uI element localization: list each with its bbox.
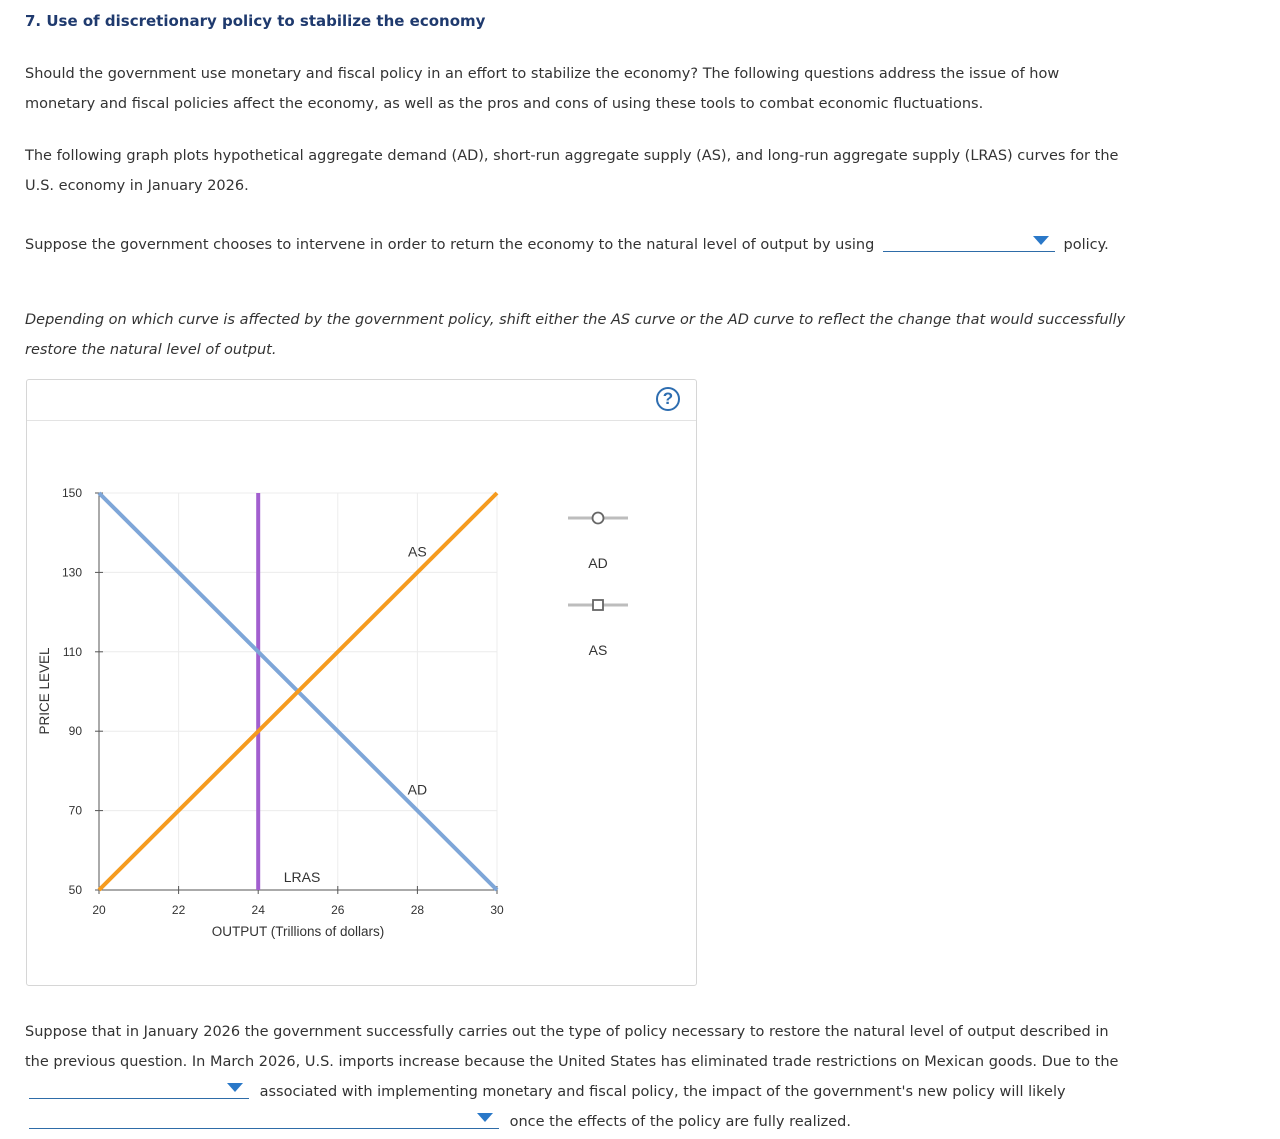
graph-intro-line-2: U.S. economy in January 2026. <box>25 178 249 194</box>
intro-line-1: Should the government use monetary and fiscal policy in an effort to stabilize the economy? The following questions address the issue of how <box>25 66 1060 82</box>
y-tick-label: 90 <box>68 724 82 739</box>
intro-line-2: monetary and fiscal policies affect the economy, as well as the pros and cons of using these tools to combat economic fluctuations. <box>25 96 984 112</box>
x-tick-label: 20 <box>92 903 106 917</box>
legend-as-label: AS <box>588 642 608 658</box>
curve-label-lras: LRAS <box>283 869 321 886</box>
chart-legend[interactable] <box>568 513 628 659</box>
question2-line-3: associated with implementing monetary and fiscal policy, the impact of the government's new policy will likely <box>259 1084 1066 1100</box>
x-tick-label: 24 <box>251 903 265 917</box>
x-axis-label: OUTPUT (Trillions of dollars) <box>211 924 385 939</box>
question1-text: Suppose the government chooses to intervene in order to return the economy to the natural level of output by using <box>25 237 875 253</box>
y-tick-label: 110 <box>62 644 82 659</box>
y-tick-label: 130 <box>61 565 82 580</box>
policy-lag-dropdown[interactable] <box>29 1080 249 1099</box>
question2-line-2: the previous question. In March 2026, U.S. imports increase because the United States has eliminated trade restrictions on Mexican goods. Due to the <box>25 1054 1119 1070</box>
x-tick-label: 22 <box>171 903 186 917</box>
dropdown-arrow-icon <box>477 1113 493 1122</box>
question2-paragraph <box>25 1017 1185 1137</box>
graph-intro-line-1: The following graph plots hypothetical aggregate demand (AD), short-run aggregate supply (AS), and long-run aggregate supply (LRAS) curves for the <box>25 148 1119 164</box>
question2-line-1: Suppose that in January 2026 the government successfully carries out the type of policy necessary to restore the natural level of output described in <box>25 1024 1109 1040</box>
y-tick-label: 150 <box>61 486 82 500</box>
x-tick-label: 28 <box>410 903 425 917</box>
chart-series[interactable] <box>99 493 497 890</box>
y-tick-label: 70 <box>68 803 82 818</box>
legend-ad-label: AD <box>588 555 608 571</box>
x-tick-label: 30 <box>490 903 504 917</box>
question-heading: 7. Use of discretionary policy to stabilize the economy <box>25 12 486 30</box>
legend-as-square-handle[interactable] <box>593 600 603 610</box>
policy-impact-dropdown[interactable] <box>29 1110 499 1129</box>
question2-line-4: once the effects of the policy are fully realized. <box>509 1114 851 1130</box>
legend-ad-circle-handle[interactable] <box>593 513 604 524</box>
chart-curve-labels <box>284 544 427 886</box>
instruction-line-1: Depending on which curve is affected by the government policy, shift either the AS curve or the AD curve to reflect the change that would successfully <box>25 312 1126 328</box>
instruction-line-2: restore the natural level of output. <box>25 342 277 358</box>
x-tick-label: 26 <box>331 903 345 917</box>
y-axis-label: PRICE LEVEL <box>37 647 52 735</box>
help-icon[interactable]: ? <box>656 387 680 411</box>
curve-label-as: AS <box>408 543 427 560</box>
curve-label-ad: AD <box>407 781 428 798</box>
dropdown-arrow-icon <box>227 1083 243 1092</box>
y-tick-label: 50 <box>68 883 82 897</box>
question1-suffix: policy. <box>1063 237 1109 253</box>
